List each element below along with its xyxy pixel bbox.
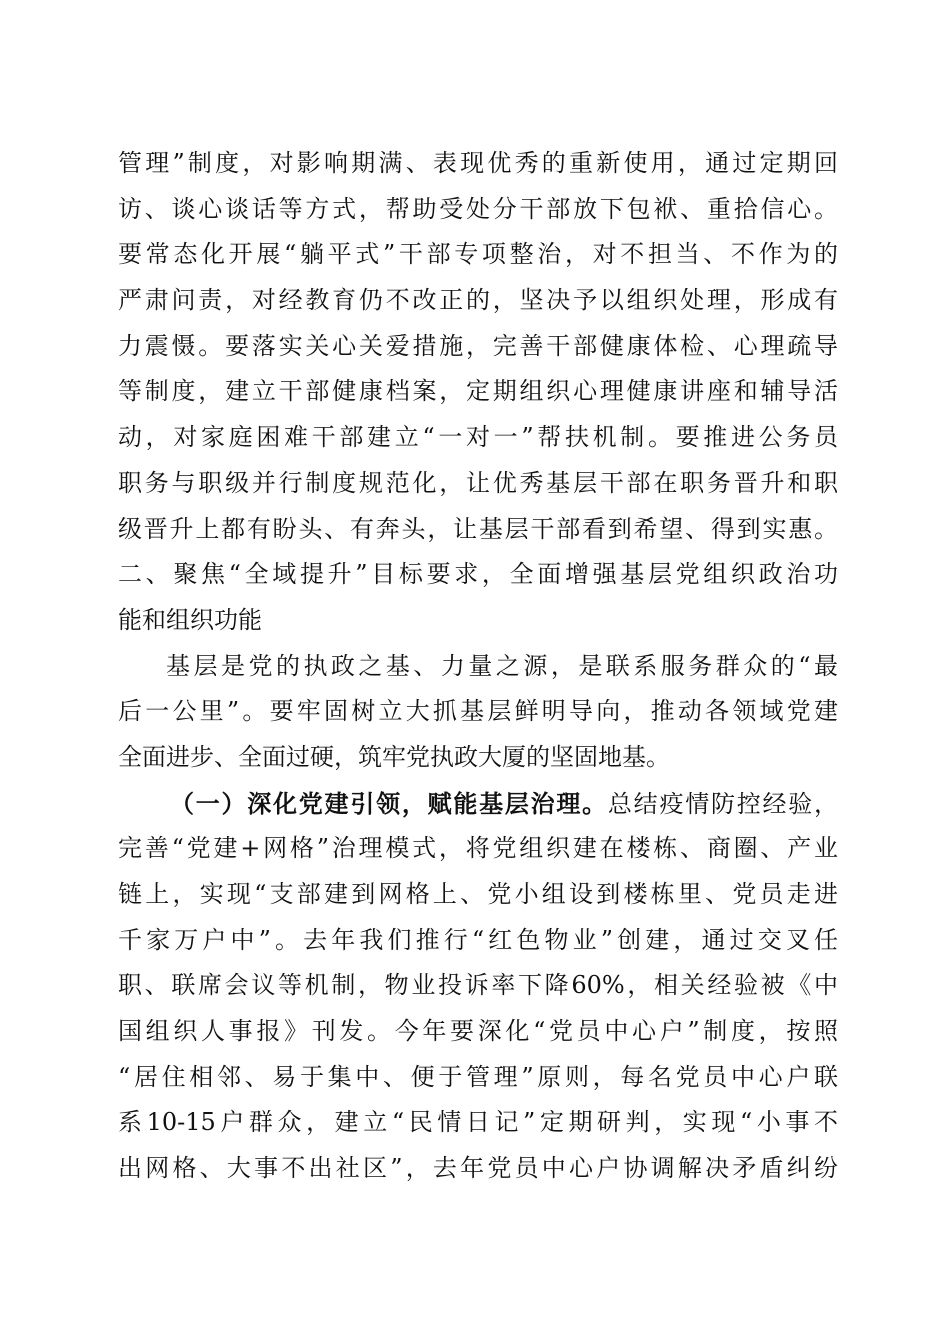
body-line: 管理”制度，对影响期满、表现优秀的重新使用，通过定期回	[118, 149, 838, 177]
body-line: 职、联席会议等机制，物业投诉率下降60%，相关经验被《中	[118, 971, 838, 1000]
subsection-first-line	[118, 781, 838, 827]
body-line: “居住相邻、易于集中、便于管理”原则，每名党员中心户联	[118, 1062, 838, 1091]
body-line: 出网格、大事不出社区”，去年党员中心户协调解决矛盾纠纷	[118, 1154, 838, 1183]
body-line: 访、谈心谈话等方式，帮助受处分干部放下包袱、重拾信心。	[118, 194, 838, 223]
body-line: 完善“党建+网格”治理模式，将党组织建在楼栋、商圈、产业	[118, 834, 838, 863]
body-line: 链上，实现“支部建到网格上、党小组设到楼栋里、党员走进	[118, 880, 838, 908]
body-line: 要常态化开展“躺平式”干部专项整治，对不担当、不作为的	[118, 240, 838, 269]
body-line: 等制度，建立干部健康档案，定期组织心理健康讲座和辅导活	[118, 377, 838, 406]
paragraph-first-line: 基层是党的执政之基、力量之源，是联系服务群众的“最	[166, 651, 838, 680]
document-body	[118, 141, 838, 1192]
body-line: 千家万户中”。去年我们推行“红色物业”创建，通过交叉任	[118, 925, 838, 954]
body-line: 职务与职级并行制度规范化，让优秀基层干部在职务晋升和职	[118, 468, 838, 497]
body-line: 力震慑。要落实关心关爱措施，完善干部健康体检、心理疏导	[118, 331, 838, 360]
subsection-heading: （一）深化党建引领，赋能基层治理。	[170, 788, 608, 818]
body-line: 系10-15户群众，建立“民情日记”定期研判，实现“小事不	[118, 1108, 838, 1137]
body-line: 后一公里”。要牢固树立大抓基层鲜明导向，推动各领域党建	[118, 697, 838, 726]
body-line: 级晋升上都有盼头、有奔头，让基层干部看到希望、得到实惠。	[118, 514, 838, 543]
body-line: 严肃问责，对经教育仍不改正的，坚决予以组织处理，形成有	[118, 286, 838, 315]
body-line: 动，对家庭困难干部建立“一对一”帮扶机制。要推进公务员	[118, 423, 838, 452]
body-line: 全面进步、全面过硬，筑牢党执政大厦的坚固地基。	[118, 742, 670, 771]
body-line: 国组织人事报》刊发。今年要深化“党员中心户”制度，按照	[118, 1017, 838, 1046]
subsection-first-line-text: 总结疫情防控经验，	[607, 789, 839, 818]
section-heading-continued: 能和组织功能	[118, 605, 262, 634]
section-heading: 二、聚焦“全域提升”目标要求，全面增强基层党组织政治功	[118, 560, 838, 589]
